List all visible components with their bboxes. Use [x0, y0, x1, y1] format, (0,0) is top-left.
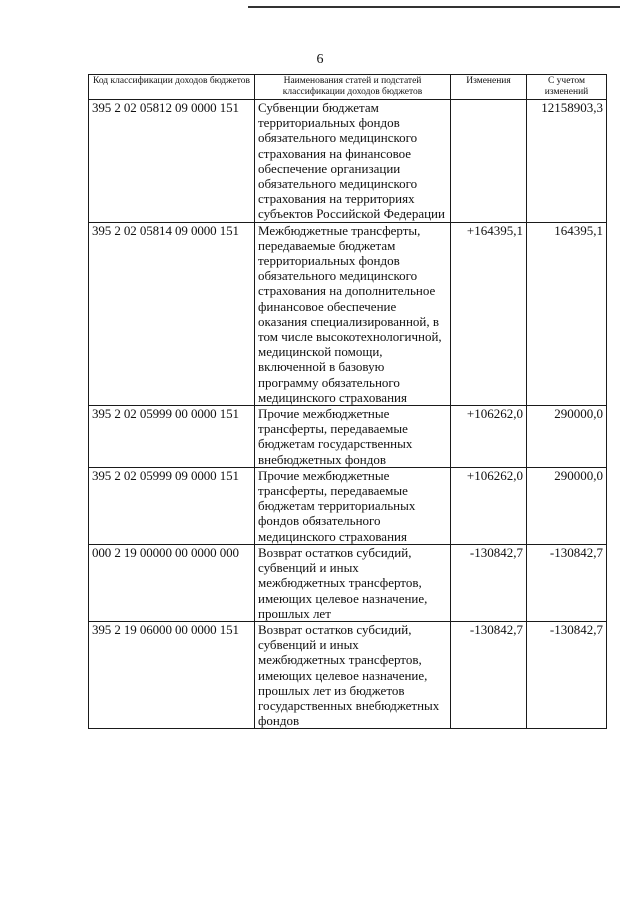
row-name: Субвенции бюджетам территориальных фондов обязательного медицинского страхования на финансовое обеспечение организации обязательного медицинского страхования на территориях субъектов Российской Федерации	[255, 100, 451, 223]
row-total: -130842,7	[527, 621, 607, 728]
row-change: -130842,7	[451, 544, 527, 621]
table-row	[89, 544, 607, 621]
row-name: Прочие межбюджетные трансферты, передаваемые бюджетам территориальных фондов обязательного медицинского страхования	[255, 467, 451, 544]
row-change: +106262,0	[451, 406, 527, 468]
row-code: 395 2 02 05999 09 0000 151	[89, 467, 255, 544]
budget-revenue-table	[88, 74, 607, 729]
table-row	[89, 222, 607, 405]
row-name: Возврат остатков субсидий, субвенций и иных межбюджетных трансфертов, имеющих целевое назначение, прошлых лет	[255, 544, 451, 621]
row-code: 395 2 19 06000 00 0000 151	[89, 621, 255, 728]
row-code: 000 2 19 00000 00 0000 000	[89, 544, 255, 621]
header-rule	[248, 6, 620, 8]
row-name: Прочие межбюджетные трансферты, передаваемые бюджетам государственных внебюджетных фондов	[255, 406, 451, 468]
table-row	[89, 406, 607, 468]
row-total: 12158903,3	[527, 100, 607, 223]
table-header-row	[89, 75, 607, 100]
header-change: Изменения	[451, 75, 527, 100]
page-number: 6	[316, 52, 324, 67]
table-row	[89, 100, 607, 223]
row-change: +164395,1	[451, 222, 527, 405]
row-total: -130842,7	[527, 544, 607, 621]
row-change	[451, 100, 527, 223]
table-row	[89, 467, 607, 544]
table-row	[89, 621, 607, 728]
row-code: 395 2 02 05812 09 0000 151	[89, 100, 255, 223]
row-name: Межбюджетные трансферты, передаваемые бюджетам территориальных фондов обязательного медицинского страхования на дополнительное финансовое обеспечение оказания специализированной, в том числе высокотехнологичной, медицинской помощи, включенной в базовую программу обязательного медицинского страхования	[255, 222, 451, 405]
row-total: 290000,0	[527, 467, 607, 544]
row-total: 290000,0	[527, 406, 607, 468]
header-total: С учетом изменений	[527, 75, 607, 100]
row-code: 395 2 02 05814 09 0000 151	[89, 222, 255, 405]
header-code: Код классификации доходов бюджетов	[89, 75, 255, 100]
row-name: Возврат остатков субсидий, субвенций и иных межбюджетных трансфертов, имеющих целевое назначение, прошлых лет из бюджетов государственных внебюджетных фондов	[255, 621, 451, 728]
row-code: 395 2 02 05999 00 0000 151	[89, 406, 255, 468]
row-change: +106262,0	[451, 467, 527, 544]
row-change: -130842,7	[451, 621, 527, 728]
header-name: Наименования статей и подстатей классификации доходов бюджетов	[255, 75, 451, 100]
row-total: 164395,1	[527, 222, 607, 405]
